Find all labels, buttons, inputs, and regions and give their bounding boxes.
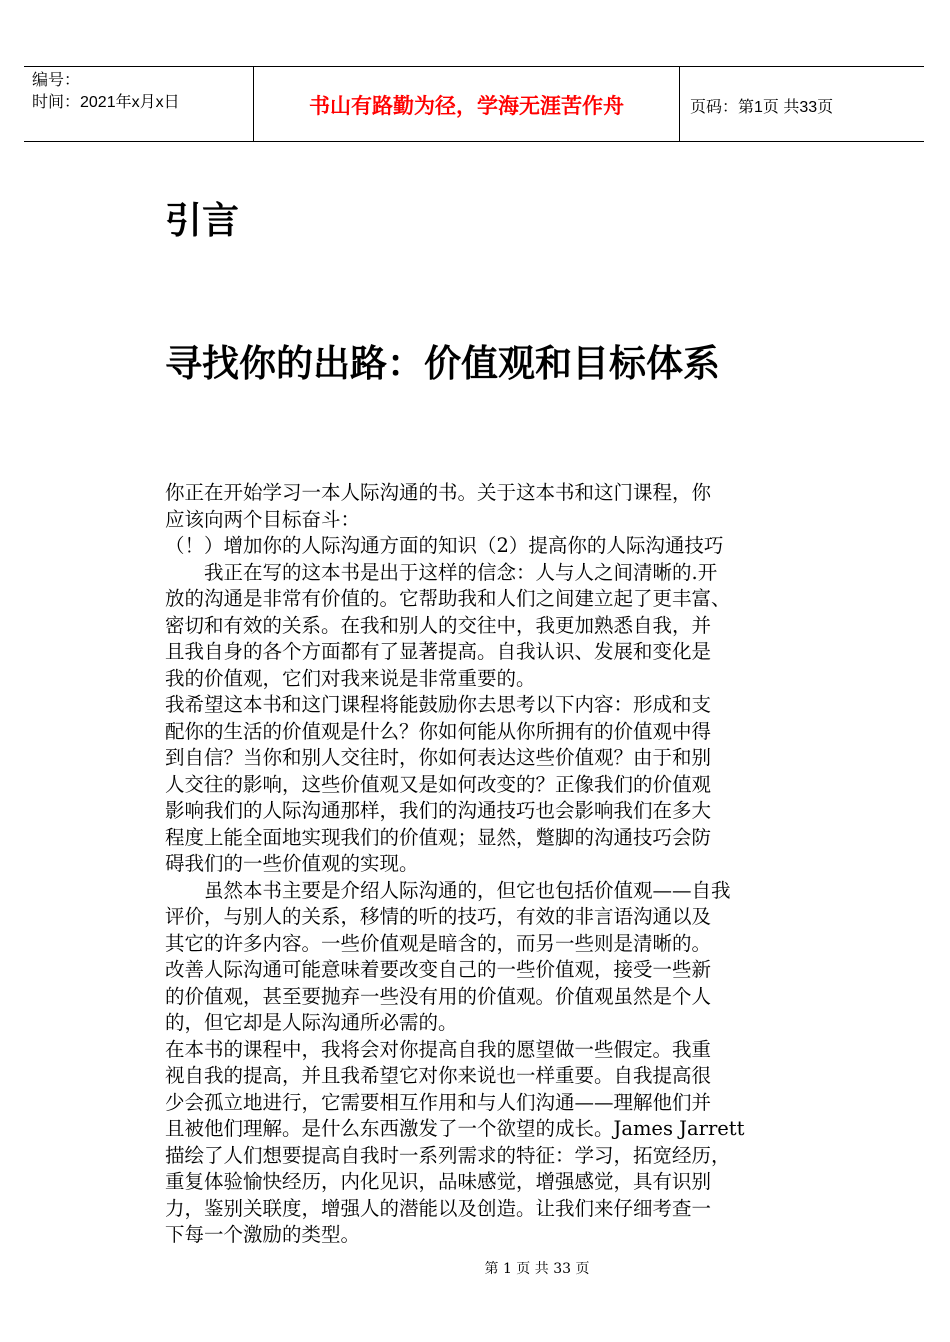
body-line: 人交往的影响，这些价值观又是如何改变的？正像我们的价值观 [165,772,712,796]
page-info: 页码：第1页 共33页 [690,98,834,116]
header-meta-cell [24,67,254,141]
body-line: 密切和有效的关系。在我和别人的交往中，我更加熟悉自我，并 [165,613,712,637]
body-line: 且我自身的各个方面都有了显著提高。自我认识、发展和变化是 [165,640,712,663]
body-line: 碍我们的一些价值观的实现。 [165,852,419,875]
body-line: 其它的许多内容。一些价值观是暗含的，而另一些则是清晰的。 [165,931,712,955]
header-motto-cell [254,67,680,141]
header-page-cell [680,67,924,141]
body-line: 虽然本书主要是介绍人际沟通的，但它也包括价值观——自我 [165,878,731,902]
body-line: 描绘了人们想要提高自我时一系列需求的特征：学习，拓宽经历， [165,1143,731,1167]
body-line: 在本书的课程中，我将会对你提高自我的愿望做一些假定。我重 [165,1037,712,1061]
body-line: 影响我们的人际沟通那样，我们的沟通技巧也会影响我们在多大 [165,799,712,822]
header-table [24,66,924,142]
number-label: 编号： [32,72,81,89]
body-line: 配你的生活的价值观是什么？你如何能从你所拥有的价值观中得 [165,719,712,743]
body-line: 视自我的提高，并且我希望它对你来说也一样重要。自我提高很 [165,1064,712,1087]
body-line: 放的沟通是非常有价值的。它帮助我和人们之间建立起了更丰富、 [165,587,731,610]
body-line: 且被他们理解。是什么东西激发了一个欲望的成长。James Jarrett [165,1117,745,1140]
body-line: 评价，与别人的关系，移情的听的技巧，有效的非言语沟通以及 [165,905,712,928]
body-line: 重复体验愉快经历，内化见识，品味感觉，增强感觉，具有识别 [165,1170,712,1193]
body-line: 我正在写的这本书是出于这样的信念：人与人之间清晰的.开 [165,560,718,584]
body-line: 下每一个激励的类型。 [165,1223,361,1246]
time-label: 时间：2021年x月x日 [32,94,180,111]
body-line: 的价值观，甚至要抛弃一些没有用的价值观。价值观虽然是个人 [165,984,712,1008]
page-footer [0,1258,950,1278]
footer-page-number: 第 1 页 共 33 页 [484,1261,590,1277]
page-title: 引言 [165,199,239,242]
body-line: 我希望这本书和这门课程将能鼓励你去思考以下内容：形成和支 [165,693,712,716]
body-line: 力，鉴别关联度，增强人的潜能以及创造。让我们来仔细考查一 [165,1196,712,1220]
body-text [165,480,790,1249]
section-title: 寻找你的出路：价值观和目标体系 [165,342,720,385]
body-line: 改善人际沟通可能意味着要改变自己的一些价值观，接受一些新 [165,958,712,981]
body-line: 程度上能全面地实现我们的价值观；显然，蹩脚的沟通技巧会防 [165,825,712,849]
body-line: 少会孤立地进行，它需要相互作用和与人们沟通——理解他们并 [165,1090,712,1114]
body-line: （！）增加你的人际沟通方面的知识（2）提高你的人际沟通技巧 [165,534,724,557]
body-line: 我的价值观，它们对我来说是非常重要的。 [165,666,536,690]
body-line: 应该向两个目标奋斗： [165,507,361,531]
body-line: 到自信？当你和别人交往时，你如何表达这些价值观？由于和别 [165,746,712,769]
motto-text: 书山有路勤为径，学海无涯苦作舟 [309,94,624,118]
body-line: 的，但它却是人际沟通所必需的。 [165,1011,458,1034]
body-line: 你正在开始学习一本人际沟通的书。关于这本书和这门课程，你 [165,481,712,504]
